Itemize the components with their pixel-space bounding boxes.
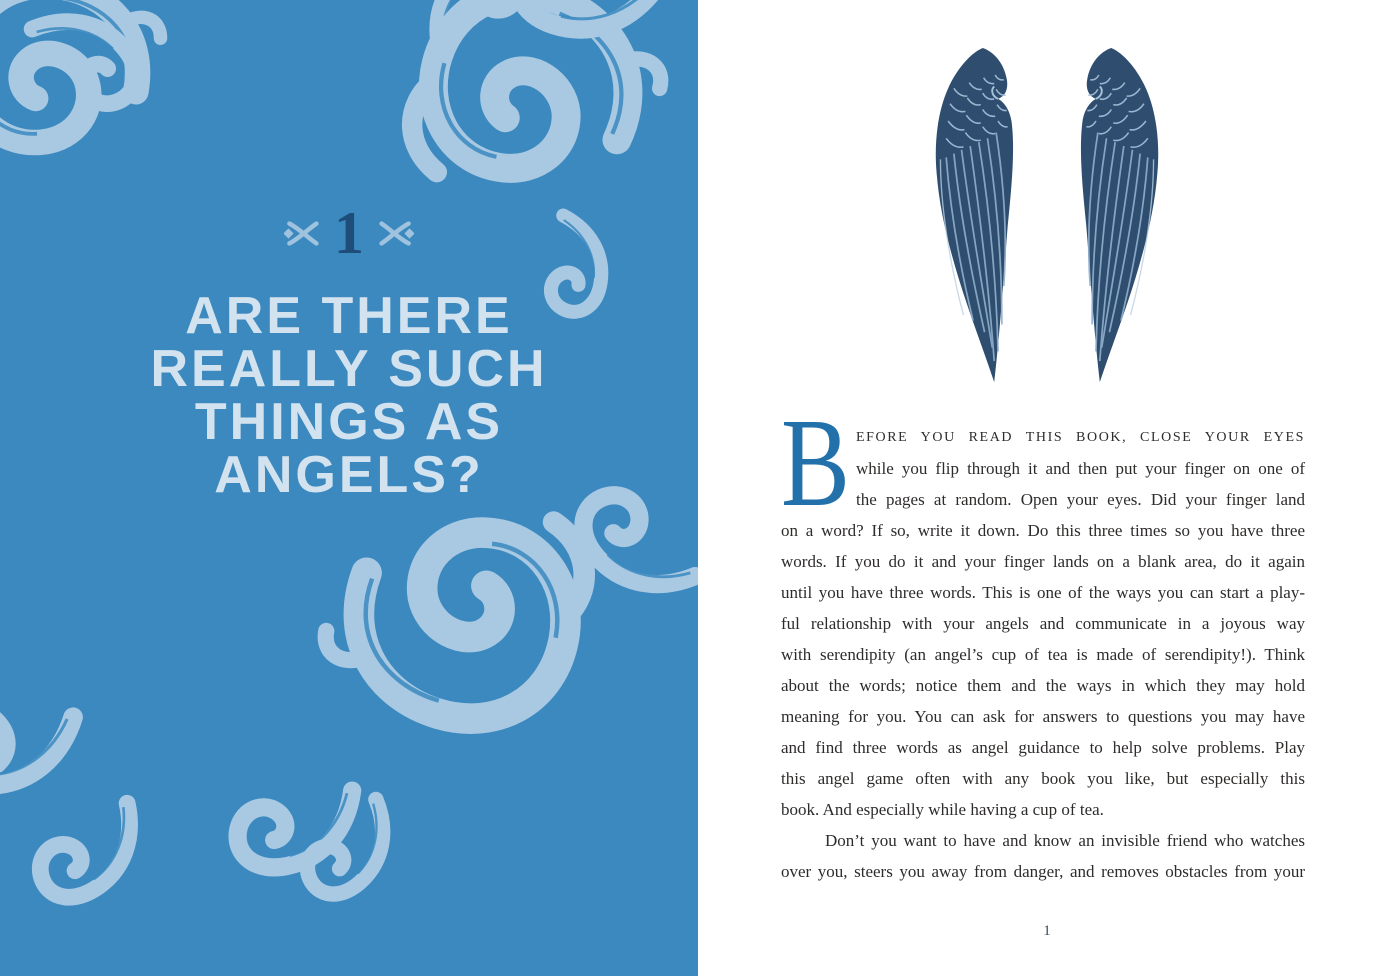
text-line: over you, steers you away from danger, and removes obstacles from your bbox=[781, 862, 1305, 881]
paragraph-1 bbox=[781, 394, 1305, 825]
text-line: words. If you do it and your finger lands on a blank area, do it again bbox=[781, 552, 1305, 571]
chapter-title bbox=[0, 287, 698, 504]
text-line: EFORE YOU READ THIS BOOK, CLOSE YOUR EYES bbox=[856, 430, 1305, 445]
text-line: this angel game often with any book you like, but especially this bbox=[781, 769, 1305, 788]
chapter-number-row bbox=[0, 200, 698, 266]
chapter-title-line: ARE THERE bbox=[185, 287, 513, 345]
page-number: 1 bbox=[1043, 923, 1051, 939]
text-line: the pages at random. Open your eyes. Did your finger land bbox=[856, 490, 1305, 509]
chapter-title-line: THINGS AS bbox=[194, 393, 504, 451]
chapter-number: 1 bbox=[334, 200, 364, 266]
chapter-title-line: REALLY SUCH bbox=[150, 340, 548, 398]
text-line: and find three words as angel guidance to help solve problems. Play bbox=[781, 738, 1305, 757]
text-line: ful relationship with your angels and communicate in a joyous way bbox=[781, 614, 1305, 633]
text-line: with serendipity (an angel’s cup of tea is made of serendipity!). Think bbox=[781, 645, 1305, 664]
text-line: meaning for you. You can ask for answers to questions you may have bbox=[781, 707, 1305, 726]
text-line: until you have three words. This is one of the ways you can start a play- bbox=[781, 583, 1305, 602]
text-line: about the words; notice them and the ways in which they may hold bbox=[781, 676, 1305, 695]
drop-cap: B bbox=[781, 394, 850, 533]
text-line: Don’t you want to have and know an invisible friend who watches bbox=[825, 831, 1305, 850]
angel-wings-illustration bbox=[927, 44, 1167, 390]
text-line: on a word? If so, write it down. Do this three times so you have three bbox=[781, 521, 1305, 540]
chapter-head bbox=[0, 200, 698, 504]
chapter-title-line: ANGELS? bbox=[214, 446, 484, 504]
fleuron-right-icon bbox=[378, 220, 414, 247]
text-line: while you flip through it and then put your finger on one of bbox=[856, 459, 1305, 478]
fleuron-left-icon bbox=[284, 220, 320, 247]
text-page bbox=[698, 0, 1396, 976]
text-line: book. And especially while having a cup of tea. bbox=[781, 800, 1104, 819]
body-text bbox=[781, 394, 1305, 887]
paragraph1-lines bbox=[781, 394, 1305, 825]
paragraph-2 bbox=[781, 825, 1305, 887]
